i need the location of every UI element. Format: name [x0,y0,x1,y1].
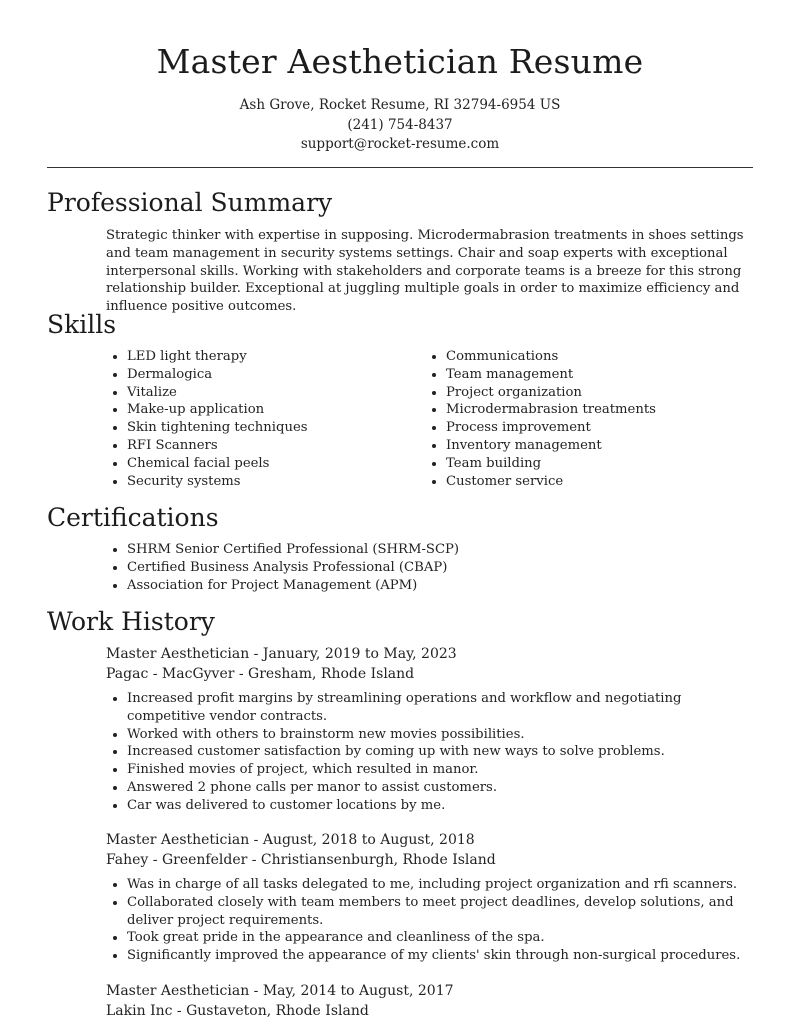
job-title-line: Master Aesthetician - January, 2019 to May, 2023 [106,646,457,662]
list-item: • SHRM Senior Certified Professional (SHRM-SCP) [127,541,746,559]
job-company-line: Fahey - Greenfelder - Christiansenburgh, Rhode Island [106,851,496,868]
page-title: Master Aesthetician Resume [156,42,644,81]
list-item: • Inventory management [446,437,745,455]
list-item: • Significantly improved the appearance of my clients' skin through non-surgical procedures. [127,947,756,965]
job-bullet-list [106,690,756,815]
job-title-line: Master Aesthetician - May, 2014 to August, 2017 [106,983,454,999]
list-item: • Team building [446,455,745,473]
list-item: • Microdermabrasion treatments [446,401,745,419]
list-item: • Process improvement [446,419,745,437]
list-item: • Chemical facial peels [127,455,406,473]
summary-text: Strategic thinker with expertise in supposing. Microdermabrasion treatments in shoes settings and team management in security systems settings. Chair and soap experts with exceptional interpersonal skills. Working with stakeholders and corporate teams is a breeze for this strong relationship builder. Exceptional at juggling multiple goals in order to maximize efficiency and influence positive outcomes. [106,228,744,315]
list-item: • Increased customer satisfaction by coming up with new ways to solve problems. [127,743,756,761]
job-company-line: Pagac - MacGyver - Gresham, Rhode Island [106,665,415,682]
list-item: • Answered 2 phone calls per manor to assist customers. [127,779,756,797]
list-item: • Increased profit margins by streamlining operations and workflow and negotiating competitive vendor contracts. [127,690,756,726]
list-item: • Vitalize [127,384,406,402]
resume-header [0,0,800,155]
job-entry [106,831,756,965]
list-item: • Finished movies of project, which resulted in manor. [127,761,756,779]
list-item: • Certified Business Analysis Professional (CBAP) [127,559,746,577]
job-entry [106,645,756,815]
job-bullets [106,690,756,815]
job-entry [106,982,756,1021]
skills-column-right [425,348,745,490]
certifications-list [106,541,746,594]
list-item: • Took great pride in the appearance and cleanliness of the spa. [127,929,756,947]
list-item: • Skin tightening techniques [127,419,406,437]
skills-list-right [425,348,745,490]
section-title-work-history: Work History [47,607,215,636]
list-item: • Dermalogica [127,366,406,384]
list-item: • Customer service [446,473,745,491]
contact-block [0,96,800,155]
list-item: • Make-up application [127,401,406,419]
list-item: • Worked with others to brainstorm new movies possibilities. [127,726,756,744]
list-item: • Communications [446,348,745,366]
list-item: • Car was delivered to customer locations by me. [127,797,756,815]
job-bullet-list [106,876,756,965]
list-item: • RFI Scanners [127,437,406,455]
list-item: • Project organization [446,384,745,402]
contact-address: Ash Grove, Rocket Resume, RI 32794-6954 US [239,97,561,113]
contact-email: support@rocket-resume.com [300,136,500,152]
list-item: • LED light therapy [127,348,406,366]
section-title-summary: Professional Summary [47,188,333,217]
job-bullets [106,876,756,965]
contact-phone: (241) 754-8437 [347,116,453,133]
list-item: • Security systems [127,473,406,491]
list-item: • Team management [446,366,745,384]
list-item: • Association for Project Management (APM) [127,577,746,595]
certifications-block [106,541,746,594]
section-title-certifications: Certifications [47,503,219,532]
header-divider [47,167,753,168]
job-company-line: Lakin Inc - Gustaveton, Rhode Island [106,1002,369,1019]
list-item: • Collaborated closely with team members to meet project deadlines, develop solutions, and deliver project requirements. [127,894,756,930]
section-title-skills: Skills [47,310,117,339]
job-title-line: Master Aesthetician - August, 2018 to August, 2018 [106,832,475,848]
skills-column-left [106,348,406,490]
skills-list-left [106,348,406,490]
list-item: • Was in charge of all tasks delegated to me, including project organization and rfi scanners. [127,876,756,894]
